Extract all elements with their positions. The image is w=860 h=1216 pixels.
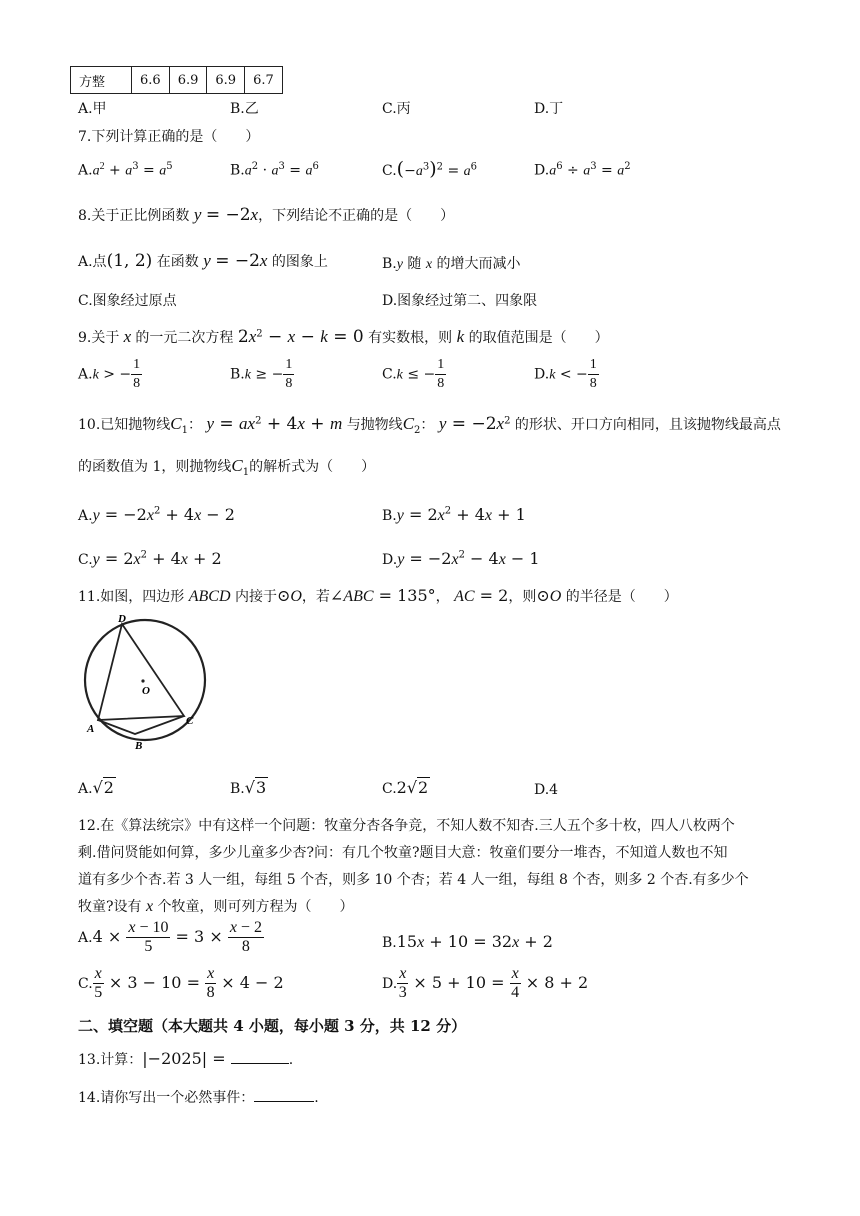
- q12-option-a: A.4 × $\frac{x - 10}{5}$ = 3 × $\frac{x - 2}{8}$: [78, 919, 262, 955]
- q11-stem: 11.如图，四边形 ABCD 内接于⊙O，若∠ABC = 135°， AC = 2，则⊙O 的半径是（ ）: [78, 586, 678, 605]
- table-cell: 6.7: [245, 67, 283, 94]
- q12-option-c: C. $\frac{x}{5}$ × 3 − 10 = $\frac{x}{8}$ × 4 − 2: [78, 965, 284, 1001]
- q11-option-a: A.√2: [78, 778, 114, 797]
- q10-option-a: $A.y = -2x^2 + 4x - 2$: [78, 505, 235, 524]
- q8-stem: 8.关于正比例函数 y = −2x，下列结论不正确的是（ ）: [78, 205, 455, 225]
- q7-option-a: $A.a^2 + a^3 = a^5$: [78, 161, 173, 179]
- q13-stem: 13.计算：|−2025| = .: [78, 1049, 294, 1068]
- label-b: B: [135, 740, 143, 752]
- q6-option-b: B.乙: [230, 101, 259, 117]
- q13-answer-blank: [231, 1063, 289, 1064]
- q12-option-d: D. $\frac{x}{3}$ × 5 + 10 = $\frac{x}{4}$ × 8 + 2: [382, 965, 589, 1001]
- center-point: [141, 679, 144, 682]
- label-a: A: [87, 723, 95, 735]
- table-cell: 6.6: [132, 67, 170, 94]
- table-cell: 6.9: [169, 67, 207, 94]
- table-cell: 6.9: [207, 67, 245, 94]
- q12-line1: 12.在《算法统宗》中有这样一个问题：牧童分杏各争竞，不知人数不知杏.三人五个多十枚，四人八枚两个: [78, 818, 735, 834]
- label-o: O: [142, 685, 150, 697]
- q6-option-a: A.甲: [78, 101, 107, 117]
- q10-option-b: $B.y = 2x^2 + 4x + 1$: [382, 505, 526, 524]
- q8-option-d: D.图象经过第二、四象限: [382, 293, 538, 309]
- triangle-dac: [98, 624, 184, 720]
- q8-option-a: A.点(1, 2) 在函数 y = −2x 的图象上: [78, 251, 328, 271]
- q10-stem-line1: 10.已知抛物线$C_1$： $y = ax^2 + 4x + m$ 与抛物线$C_2$： $y = -2x^2$ 的形状、开口方向相同，且该抛物线最高点: [78, 414, 781, 436]
- q14-answer-blank: [254, 1101, 314, 1102]
- q11-option-c: C.2√2: [382, 778, 429, 797]
- section-heading: 二、填空题（本大题共 4 小题，每小题 3 分，共 12 分）: [78, 1017, 467, 1035]
- q12-line3: 道有多少个杏.若 3 人一组，每组 5 个杏，则多 10 个杏；若 4 人一组，每组 8 个杏，则多 2 个杏.有多少个: [78, 872, 749, 888]
- q7-stem: 7.下列计算正确的是（ ）: [78, 129, 260, 145]
- table-label: 方整: [71, 67, 132, 94]
- q12-line2: 剩.借问贤能如何算，多少儿童多少杏?问：有几个牧童?题目大意：牧童们要分一堆杏，不知道人数也不知: [78, 845, 728, 861]
- circle-figure: [80, 612, 210, 754]
- q10-option-d: $D.y = -2x^2 - 4x - 1$: [382, 549, 540, 568]
- q7-option-b: $B.a^2 \cdot a^3 = a^6$: [230, 161, 319, 179]
- q7-option-c: $C.(-a^3)^2 = a^6$: [382, 158, 478, 180]
- q12-option-b: B.15x + 10 = 32x + 2: [382, 932, 553, 951]
- q8-option-c: C.图象经过原点: [78, 293, 177, 309]
- q8-option-b: B.y 随 x 的增大而减小: [382, 256, 521, 272]
- q10-option-c: $C.y = 2x^2 + 4x + 2$: [78, 549, 222, 568]
- q11-option-d: D.4: [534, 782, 559, 798]
- q9-option-c: C.k ≤ − $\frac{1}{8}$: [382, 357, 445, 391]
- q10-stem-line2: 的函数值为 1，则抛物线$C_1$的解析式为（ ）: [78, 456, 376, 478]
- q7-option-d: $D.a^6 \div a^3 = a^2$: [534, 161, 631, 179]
- q9-option-d: D.k < − $\frac{1}{8}$: [534, 357, 597, 391]
- q9-option-b: B.k ≥ − $\frac{1}{8}$: [230, 357, 293, 391]
- q6-option-c: C.丙: [382, 101, 411, 117]
- q11-option-b: B.√3: [230, 778, 267, 797]
- label-c: C: [186, 715, 194, 727]
- q9-stem: 9.关于 x 的一元二次方程 $2x^2 - x - k = 0$ 有实数根，则 k 的取值范围是（ ）: [78, 327, 609, 347]
- q14-stem: 14.请你写出一个必然事件： .: [78, 1090, 319, 1106]
- label-d: D: [118, 613, 126, 625]
- q12-line4: 牧童?设有 x 个牧童，则可列方程为（ ）: [78, 898, 354, 915]
- q9-option-a: A.k > − $\frac{1}{8}$: [78, 357, 141, 391]
- variance-table: [70, 66, 283, 94]
- q6-option-d: D.丁: [534, 101, 564, 117]
